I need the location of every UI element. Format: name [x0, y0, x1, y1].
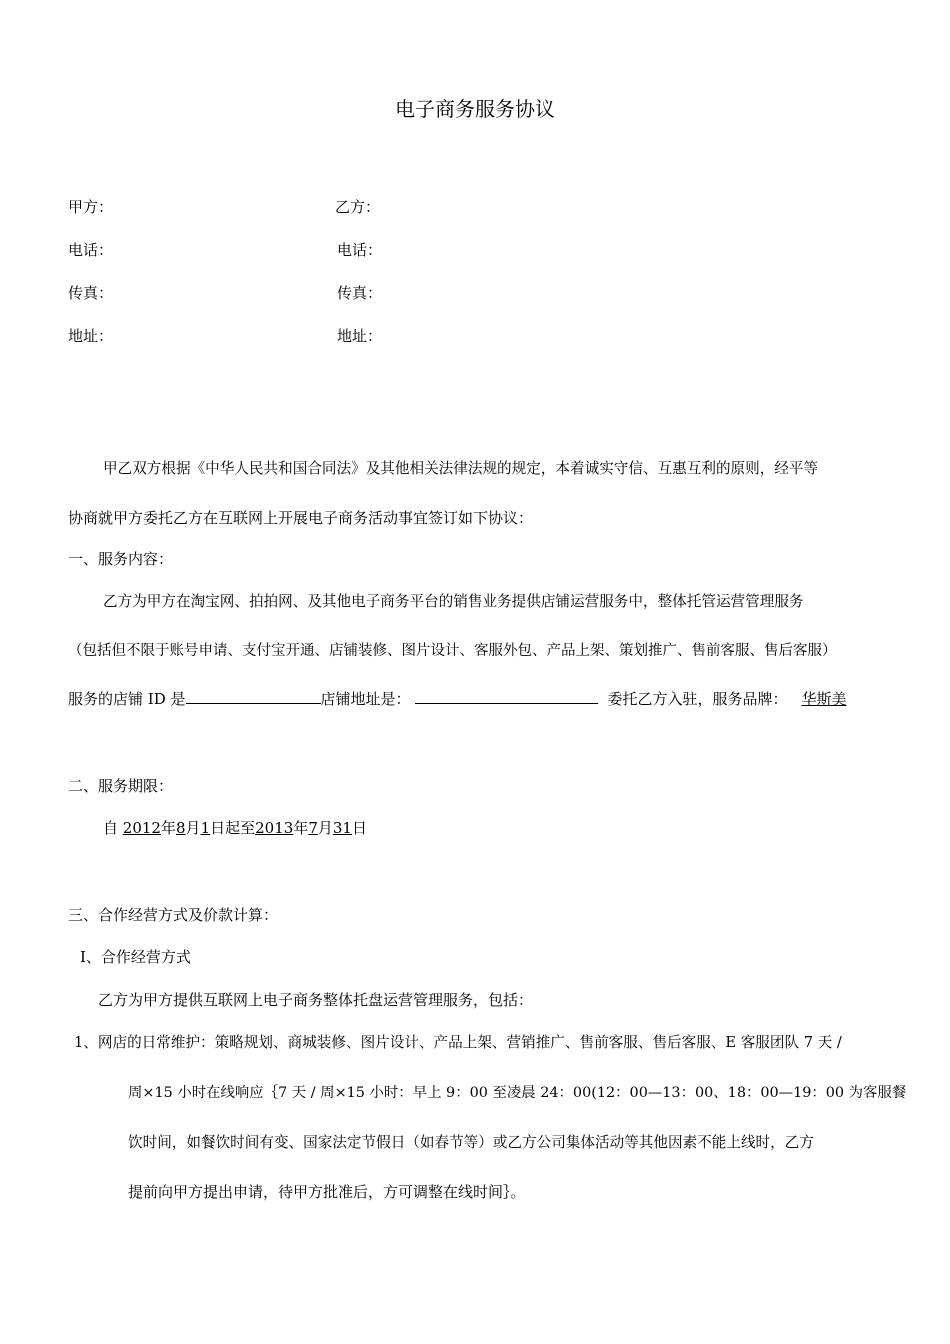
end-year: 2013 [255, 819, 294, 837]
item1-line-4: 提前向甲方提出申请，待甲方批准后，方可调整在线时间｝。 [128, 1183, 526, 1201]
intro-line-2: 协商就甲方委托乙方在互联网上开展电子商务活动事宜签订如下协议： [68, 509, 534, 527]
intro-line-1: 甲乙双方根据《中华人民共和国合同法》及其他相关法律法规的规定，本着诚实守信、互惠互利的原则，经平等 [103, 460, 819, 477]
section3-heading: 三、合作经营方式及价款计算： [68, 906, 279, 924]
section2-heading: 二、服务期限： [68, 777, 174, 795]
start-year: 2012 [122, 819, 161, 837]
page-title: 电子商务服务协议 [395, 97, 555, 121]
store-address-label: 店铺地址是： [320, 690, 411, 708]
party-a-phone-label: 电话： [68, 241, 114, 259]
party-b-phone-label: 电话： [337, 241, 383, 259]
item1-line-1: 1、网店的日常维护：策略规划、商城装修、图片设计、产品上架、营销推广、售前客服、售后客服、E 客服团队 7 天 / [74, 1034, 842, 1051]
day-char: 日 [351, 819, 367, 837]
end-day: 31 [332, 819, 352, 837]
month-char-2: 月 [317, 819, 333, 837]
item1-line-2: 周×15 小时在线响应｛7 天 / 周×15 小时：早上 9：00 至凌晨 24：00(12：00—13：00、18：00—19：00 为客服餐 [128, 1085, 907, 1101]
party-b-name-label: 乙方： [335, 198, 381, 216]
party-a-name-label: 甲方： [68, 198, 114, 216]
store-id-label: 服务的店铺 ID 是 [68, 690, 186, 708]
section1-line-2: （包括但不限于账号申请、支付宝开通、店铺装修、图片设计、客服外包、产品上架、策划推广、售前客服、售后客服） [68, 643, 837, 659]
store-address-blank [415, 689, 598, 704]
start-month: 8 [176, 819, 186, 837]
period-from: 自 [103, 819, 119, 837]
year-char-1: 年 [160, 819, 176, 837]
section1-store-line [68, 688, 847, 709]
store-id-blank [186, 689, 321, 704]
party-b-address-label: 地址： [337, 327, 383, 345]
party-a-address-label: 地址： [68, 327, 114, 345]
end-month: 7 [308, 819, 318, 837]
brand-name: 华斯美 [801, 690, 847, 708]
service-period-line [103, 817, 367, 838]
month-char-1: 月 [185, 819, 201, 837]
day-to: 日起至 [210, 819, 256, 837]
section3-subheading: I、合作经营方式 [80, 948, 191, 966]
item1-line-3: 饮时间，如餐饮时间有变、国家法定节假日（如春节等）或乙方公司集体活动等其他因素不能上线时，乙方 [128, 1134, 814, 1151]
party-b-fax-label: 传真： [337, 284, 383, 302]
section1-heading: 一、服务内容： [68, 550, 174, 568]
year-char-2: 年 [293, 819, 309, 837]
start-day: 1 [200, 819, 211, 837]
section1-line-1: 乙方为甲方在淘宝网、拍拍网、及其他电子商务平台的销售业务提供店铺运营服务中，整体托管运营管理服务 [103, 593, 804, 610]
section3-intro: 乙方为甲方提供互联网上电子商务整体托盘运营管理服务，包括： [98, 991, 534, 1009]
party-a-fax-label: 传真： [68, 284, 114, 302]
entrust-text: 委托乙方入驻，服务品牌： [607, 690, 788, 708]
